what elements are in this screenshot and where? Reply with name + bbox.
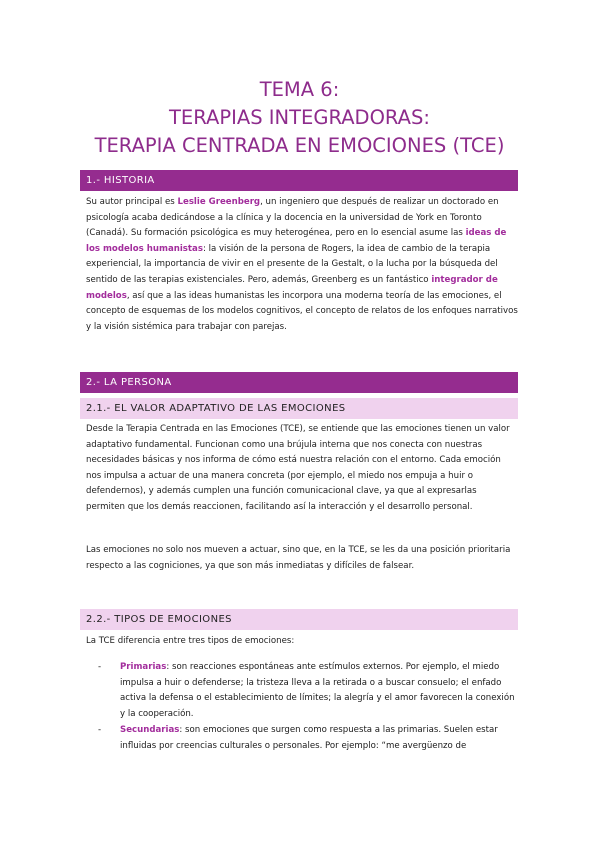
secundarias-description: : son emociones que surgen como respuesta a las primarias. Suelen estar influidas por creencias culturales o personales. Por ejemplo: “me avergüenzo de bbox=[120, 725, 498, 751]
historia-text-a: Su autor principal es bbox=[86, 197, 178, 207]
highlight-modelos-humanistas: ideas de los modelos humanistas bbox=[86, 228, 507, 254]
section-heading-persona: 2.- LA PERSONA bbox=[80, 372, 518, 393]
highlight-leslie-greenberg: Leslie Greenberg bbox=[177, 197, 261, 207]
historia-text-c: : la visión de la persona de Rogers, la idea de cambio de la terapia experiencial, la importancia de vivir en el presente de la Gestalt, o la lucha por la búsqueda del sentido de las terapias existenciales. Pero, además, Greenberg es un fantástico bbox=[86, 243, 498, 285]
tipos-emociones-intro: La TCE diferencia entre tres tipos de emociones: bbox=[86, 636, 295, 646]
title-line-1: TEMA 6: bbox=[259, 78, 340, 101]
subsection-heading-valor-adaptativo: 2.1.- EL VALOR ADAPTATIVO DE LAS EMOCIONES bbox=[80, 398, 518, 419]
section-heading-historia: 1.- HISTORIA bbox=[80, 170, 518, 191]
title-line-3: TERAPIA CENTRADA EN EMOCIONES (TCE) bbox=[94, 134, 505, 157]
keyword-secundarias: Secundarias bbox=[120, 725, 180, 735]
list-dash: - bbox=[98, 725, 102, 735]
highlight-integrador-modelos: integrador de modelos bbox=[86, 274, 498, 301]
valor-adaptativo-paragraph-1: Desde la Terapia Centrada en las Emociones (TCE), se entiende que las emociones tienen un valor adaptativo fundamental. Funcionan como una brújula interna que nos conecta con nuestras necesidades básicas y nos informa de cómo está nuestra relación con el entorno. Cada emoción nos impulsa a actuar de una manera concreta (por ejemplo, el miedo nos empuja a huir o defendernos), y además cumplen una función comunicacional clave, ya que al expresarlas permiten que los demás reaccionen, facilitando así la interacción y el desarrollo personal. bbox=[86, 424, 510, 512]
primarias-description: : son reacciones espontáneas ante estímulos externos. Por ejemplo, el miedo impulsa a huir o defenderse; la tristeza lleva a la retirada o a buscar consuelo; el enfado activa la defensa o el establecimiento de límites; la alegría y el amor favorecen la conexión y la cooperación. bbox=[120, 662, 515, 719]
list-item-text bbox=[120, 723, 518, 754]
historia-paragraph bbox=[86, 195, 518, 335]
title-line-2: TERAPIAS INTEGRADORAS: bbox=[169, 106, 430, 129]
list-item-primarias bbox=[98, 660, 518, 722]
list-item-secundarias bbox=[98, 723, 518, 754]
keyword-primarias: Primarias bbox=[120, 662, 167, 672]
historia-text-d: , así que a las ideas humanistas les incorpora una moderna teoría de las emociones, el concepto de esquemas de los modelos cognitivos, el concepto de relatos de los enfoques narrativos y la visión sistémica para trabajar con parejas. bbox=[86, 290, 518, 332]
list-dash: - bbox=[98, 662, 102, 672]
historia-text-b: , un ingeniero que después de realizar un doctorado en psicología acaba dedicándose a la clínica y la docencia en la universidad de York en Toronto (Canadá). Su formación psicológica es muy heterogénea, pero en lo esencial asume las bbox=[86, 197, 499, 239]
document-title bbox=[0, 76, 599, 160]
valor-adaptativo-paragraph-2: Las emociones no solo nos mueven a actuar, sino que, en la TCE, se les da una posición prioritaria respecto a las cogniciones, ya que son más inmediatas y difíciles de falsear. bbox=[86, 545, 511, 571]
list-item-text bbox=[120, 660, 518, 722]
subsection-heading-tipos-emociones: 2.2.- TIPOS DE EMOCIONES bbox=[80, 609, 518, 630]
